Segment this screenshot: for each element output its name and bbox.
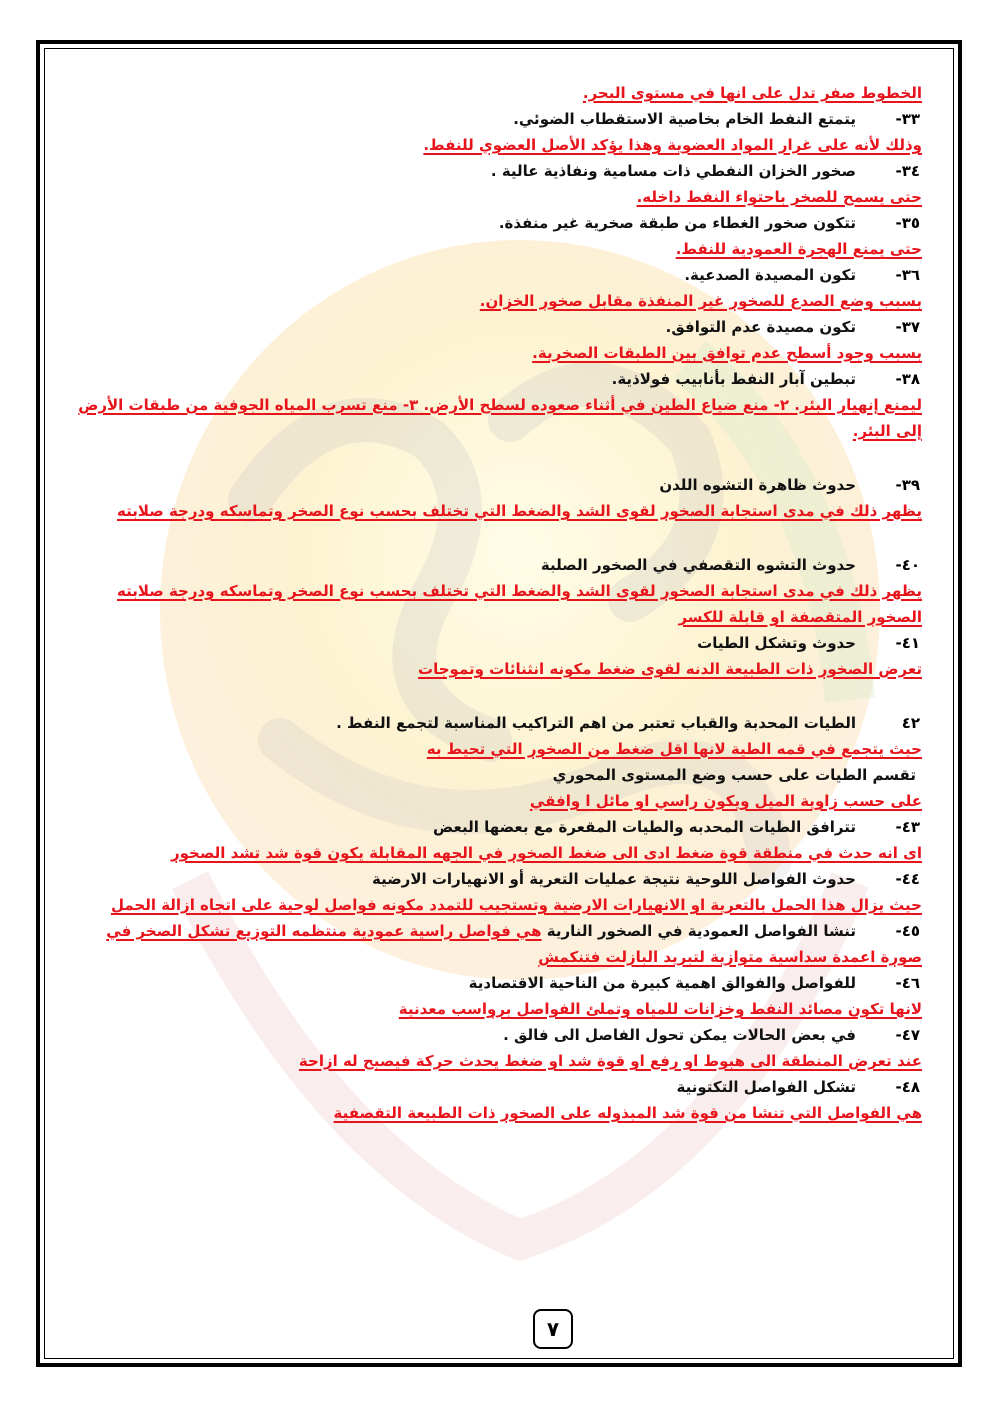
question-line: [62, 158, 922, 184]
question-line: [62, 106, 922, 132]
answer-line: [62, 236, 922, 262]
question-number: ٤٢: [901, 714, 920, 732]
question-line: [62, 866, 922, 892]
answer-text: الصخور المتقصفة او قابلة للكسر: [678, 608, 922, 626]
answer-text: هي الفواصل التي تنشا من قوة شد المبذوله على الصخور ذات الطبيعة التقصفية: [333, 1104, 922, 1122]
statement-text: تقسم الطيات على حسب وضع المستوى المحوري: [552, 766, 916, 784]
question-number: ٣٤-: [895, 162, 920, 180]
answer-text: يظهر ذلك في مدى استجابة الصخور لقوى الشد والضغط التي تختلف بحسب نوع الصخر وتماسكه ودرجة صلابته: [116, 582, 922, 600]
answer-text: صورة اعمدة سداسية متوازية لتبريد البازلت فتنكمش: [538, 948, 922, 966]
answer-text: وذلك لأنه على غرار المواد العضوية وهذا يؤكد الأصل العضوي للنفط.: [423, 136, 922, 154]
answer-text: لانها تكون مصائد النفط وخزانات للمياه وتملئ الفواصل برواسب معدنية: [398, 1000, 922, 1018]
question-text: يتمتع النفط الخام بخاصية الاستقطاب الضوئي.: [513, 110, 856, 128]
question-number: ٣٧-: [895, 318, 920, 336]
answer-line: [62, 604, 922, 630]
answer-text: عند تعرض المنطقة الى هبوط او رفع او قوة شد او ضغط يحدث حركة فيصبح له ازاحة: [298, 1052, 922, 1070]
document-body: [62, 80, 922, 1126]
question-text: حدوث التشوه التقصفي في الصخور الصلبة: [540, 556, 856, 574]
question-line: [62, 472, 922, 498]
question-number: ٣٩-: [895, 476, 920, 494]
answer-line: [62, 498, 922, 524]
question-number: ٣٨-: [895, 370, 920, 388]
answer-text: الخطوط صفر تدل على انها في مستوى البحر.: [582, 84, 922, 102]
question-text: تتكون صخور الغطاء من طبقة صخرية غير منفذة.: [498, 214, 856, 232]
question-line: [62, 710, 922, 736]
question-line: [62, 262, 922, 288]
answer-line: [62, 892, 922, 918]
answer-line: [62, 840, 922, 866]
answer-line: [62, 1048, 922, 1074]
answer-line: [62, 340, 922, 366]
answer-text: حيث يتجمع في قمه الطية لانها اقل ضغط من الصخور التي تحيط به: [426, 740, 922, 758]
question-number: ٣٣-: [895, 110, 920, 128]
page-number: ٧: [533, 1309, 573, 1349]
question-line: [62, 970, 922, 996]
question-number: ٣٦-: [895, 266, 920, 284]
answer-text: بسبب وضع الصدع للصخور غير المنفذة مقابل صخور الخزان.: [479, 292, 922, 310]
question-text: في بعض الحالات يمكن تحول الفاصل الى فالق .: [503, 1026, 856, 1044]
question-number: ٤٥-: [895, 922, 920, 940]
question-text: تنشا الفواصل العمودية في الصخور النارية: [541, 922, 856, 940]
question-number: ٤٣-: [895, 818, 920, 836]
question-text: تكون مصيدة عدم التوافق.: [665, 318, 856, 336]
question-number: ٤٧-: [895, 1026, 920, 1044]
question-number: ٣٥-: [895, 214, 920, 232]
question-line: [62, 1022, 922, 1048]
question-line: [62, 552, 922, 578]
answer-text: حتى يسمح للصخر باحتواء النفط داخله.: [636, 188, 922, 206]
answer-line: [62, 996, 922, 1022]
answer-line: [62, 288, 922, 314]
question-text: حدوث وتشكل الطيات: [697, 634, 856, 652]
question-number: ٤٨-: [895, 1078, 920, 1096]
answer-line: [62, 1100, 922, 1126]
question-number: ٤٦-: [895, 974, 920, 992]
question-text: تترافق الطيات المحدبه والطيات المقعرة مع بعضها البعض: [433, 818, 856, 836]
question-number: ٤٠-: [895, 556, 920, 574]
question-text: حدوث ظاهرة التشوه اللدن: [659, 476, 856, 494]
question-line: [62, 1074, 922, 1100]
question-text: تبطين آبار النفط بأنابيب فولاذية.: [611, 370, 856, 388]
question-line: [62, 918, 922, 944]
question-number: ٤١-: [895, 634, 920, 652]
spacer: [62, 682, 922, 710]
question-line: [62, 210, 922, 236]
spacer: [62, 524, 922, 552]
question-line: [62, 366, 922, 392]
answer-line: [62, 944, 922, 970]
answer-text: ليمنع إنهيار البئر. ٢- منع ضياع الطين في أثناء صعوده لسطح الأرض. ٣- منع تسرب المياه الجوفية من طبقات الأرض إلى البئر.: [78, 396, 922, 440]
answer-line: [62, 578, 922, 604]
answer-text: على حسب زاوية الميل ويكون راسي او مائل ا وافقي: [529, 792, 922, 810]
answer-line: [62, 80, 922, 106]
question-line: [62, 314, 922, 340]
question-text: صخور الخزان النفطي ذات مسامية ونفاذية عالية .: [490, 162, 856, 180]
answer-line: [62, 736, 922, 762]
answer-line: [62, 184, 922, 210]
answer-text: بسبب وجود أسطح عدم توافق بين الطبقات الصخرية.: [532, 344, 922, 362]
answer-text: اى انه حدث في منطقة قوة ضغط ادى الى ضغط الصخور في الجهه المقابلة يكون قوة شد تشد الصخور: [170, 844, 922, 862]
question-line: [62, 630, 922, 656]
question-text: تشكل الفواصل التكتونية: [676, 1078, 856, 1096]
answer-text: حيث يزال هذا الحمل بالتعرية او الانهيارات الارضية وتستجيب للتمدد مكونه فواصل لوحية على اتجاه ازالة الحمل: [110, 896, 922, 914]
question-text: حدوث الفواصل اللوحية نتيجة عمليات التعرية أو الانهيارات الارضية: [371, 870, 856, 888]
answer-line: [62, 656, 922, 682]
question-text: للفواصل والفوالق اهمية كبيرة من الناحية الاقتصادية: [468, 974, 856, 992]
answer-text: يظهر ذلك في مدى استجابة الصخور لقوى الشد والضغط التي تختلف بحسب نوع الصخر وتماسكه ودرجة صلابته: [116, 502, 922, 520]
answer-text: تعرض الصخور ذات الطبيعة الدنه لقوى ضغط مكونه انثنائات وتموجات: [418, 660, 922, 678]
question-line: [62, 814, 922, 840]
answer-line: [62, 788, 922, 814]
answer-text: حتى يمنع الهجرة العمودية للنفط.: [675, 240, 922, 258]
spacer: [62, 444, 922, 472]
question-number: ٤٤-: [895, 870, 920, 888]
question-text: الطيات المحدبة والقباب تعتبر من اهم التراكيب المناسبة لتجمع النفط .: [336, 714, 856, 732]
statement-line: [62, 762, 922, 788]
answer-line: [62, 392, 922, 444]
question-text: تكون المصيدة الصدعية.: [684, 266, 856, 284]
answer-text: هي فواصل راسية عمودية منتظمه التوزيع تشكل الصخر في: [106, 922, 542, 940]
answer-line: [62, 132, 922, 158]
